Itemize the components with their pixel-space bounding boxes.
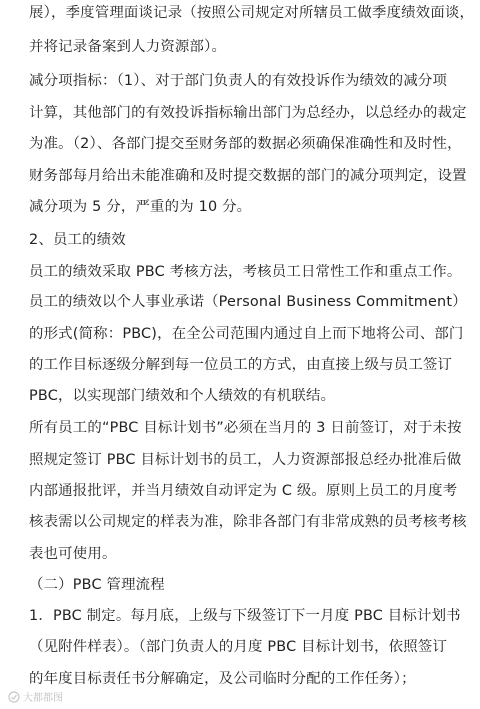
watermark-text: 大都都图 (23, 693, 63, 704)
text-line: PBC，以实现部门绩效和个人绩效的有机联结。 (29, 388, 336, 404)
text-line: 员工的绩效采取 PBC 考核方法，考核员工日常性工作和重点工作。 (29, 264, 462, 280)
text-line: 表也可使用。 (29, 546, 117, 562)
section-heading: 2、员工的绩效 (29, 232, 126, 248)
text-line: 减分项为 5 分，严重的为 10 分。 (29, 199, 252, 215)
text-line: 展），季度管理面谈记录（按照公司规定对所辖员工做季度绩效面谈， (29, 5, 475, 21)
text-line: 财务部每月给出未能准确和及时提交数据的部门的减分项判定，设置 (29, 168, 467, 184)
text-line: 减分项指标：（1）、对于部门负责人的有效投诉作为绩效的减分项 (29, 73, 448, 89)
watermark-logo-icon (8, 691, 20, 703)
text-line: 照规定签订 PBC 目标计划书的员工，人力资源部报总经办批准后做 (29, 452, 462, 468)
text-line: （见附件样表）。（部门负责人的月度 PBC 目标计划书，依照签订 (29, 639, 448, 655)
text-line: 所有员工的“PBC 目标计划书”必须在当月的 3 日前签订，对于未按 (29, 420, 462, 436)
text-line: 计算，其他部门的有效投诉指标输出部门为总经办，以总经办的裁定 (29, 105, 467, 121)
section-heading: （二）PBC 管理流程 (29, 577, 165, 593)
text-line: 的形式(简称：PBC)，在全公司范围内通过自上而下地将公司、部门 (29, 326, 464, 342)
text-line: 并将记录备案到人力资源部）。 (29, 39, 227, 55)
text-line: 核表需以公司规定的样表为准，除非各部门有非常成熟的员考核考核 (29, 514, 467, 530)
watermark (8, 689, 63, 704)
text-line: 为准。（2）、各部门提交至财务部的数据必须确保准确性和及时性， (29, 136, 462, 152)
text-line: 的工作目标逐级分解到每一位员工的方式，由直接上级与员工签订 (29, 357, 453, 373)
text-line: 内部通报批评，并当月绩效自动评定为 C 级。原则上员工的月度考 (29, 483, 458, 499)
text-line: 的年度目标责任书分解确定，及公司临时分配的工作任务）； (29, 671, 416, 687)
text-line: 员工的绩效以个人事业承诺（Personal Business Commitment） (29, 294, 467, 310)
text-line: 1．PBC 制定。每月底，上级与下级签订下一月度 PBC 目标计划书 (29, 608, 461, 624)
